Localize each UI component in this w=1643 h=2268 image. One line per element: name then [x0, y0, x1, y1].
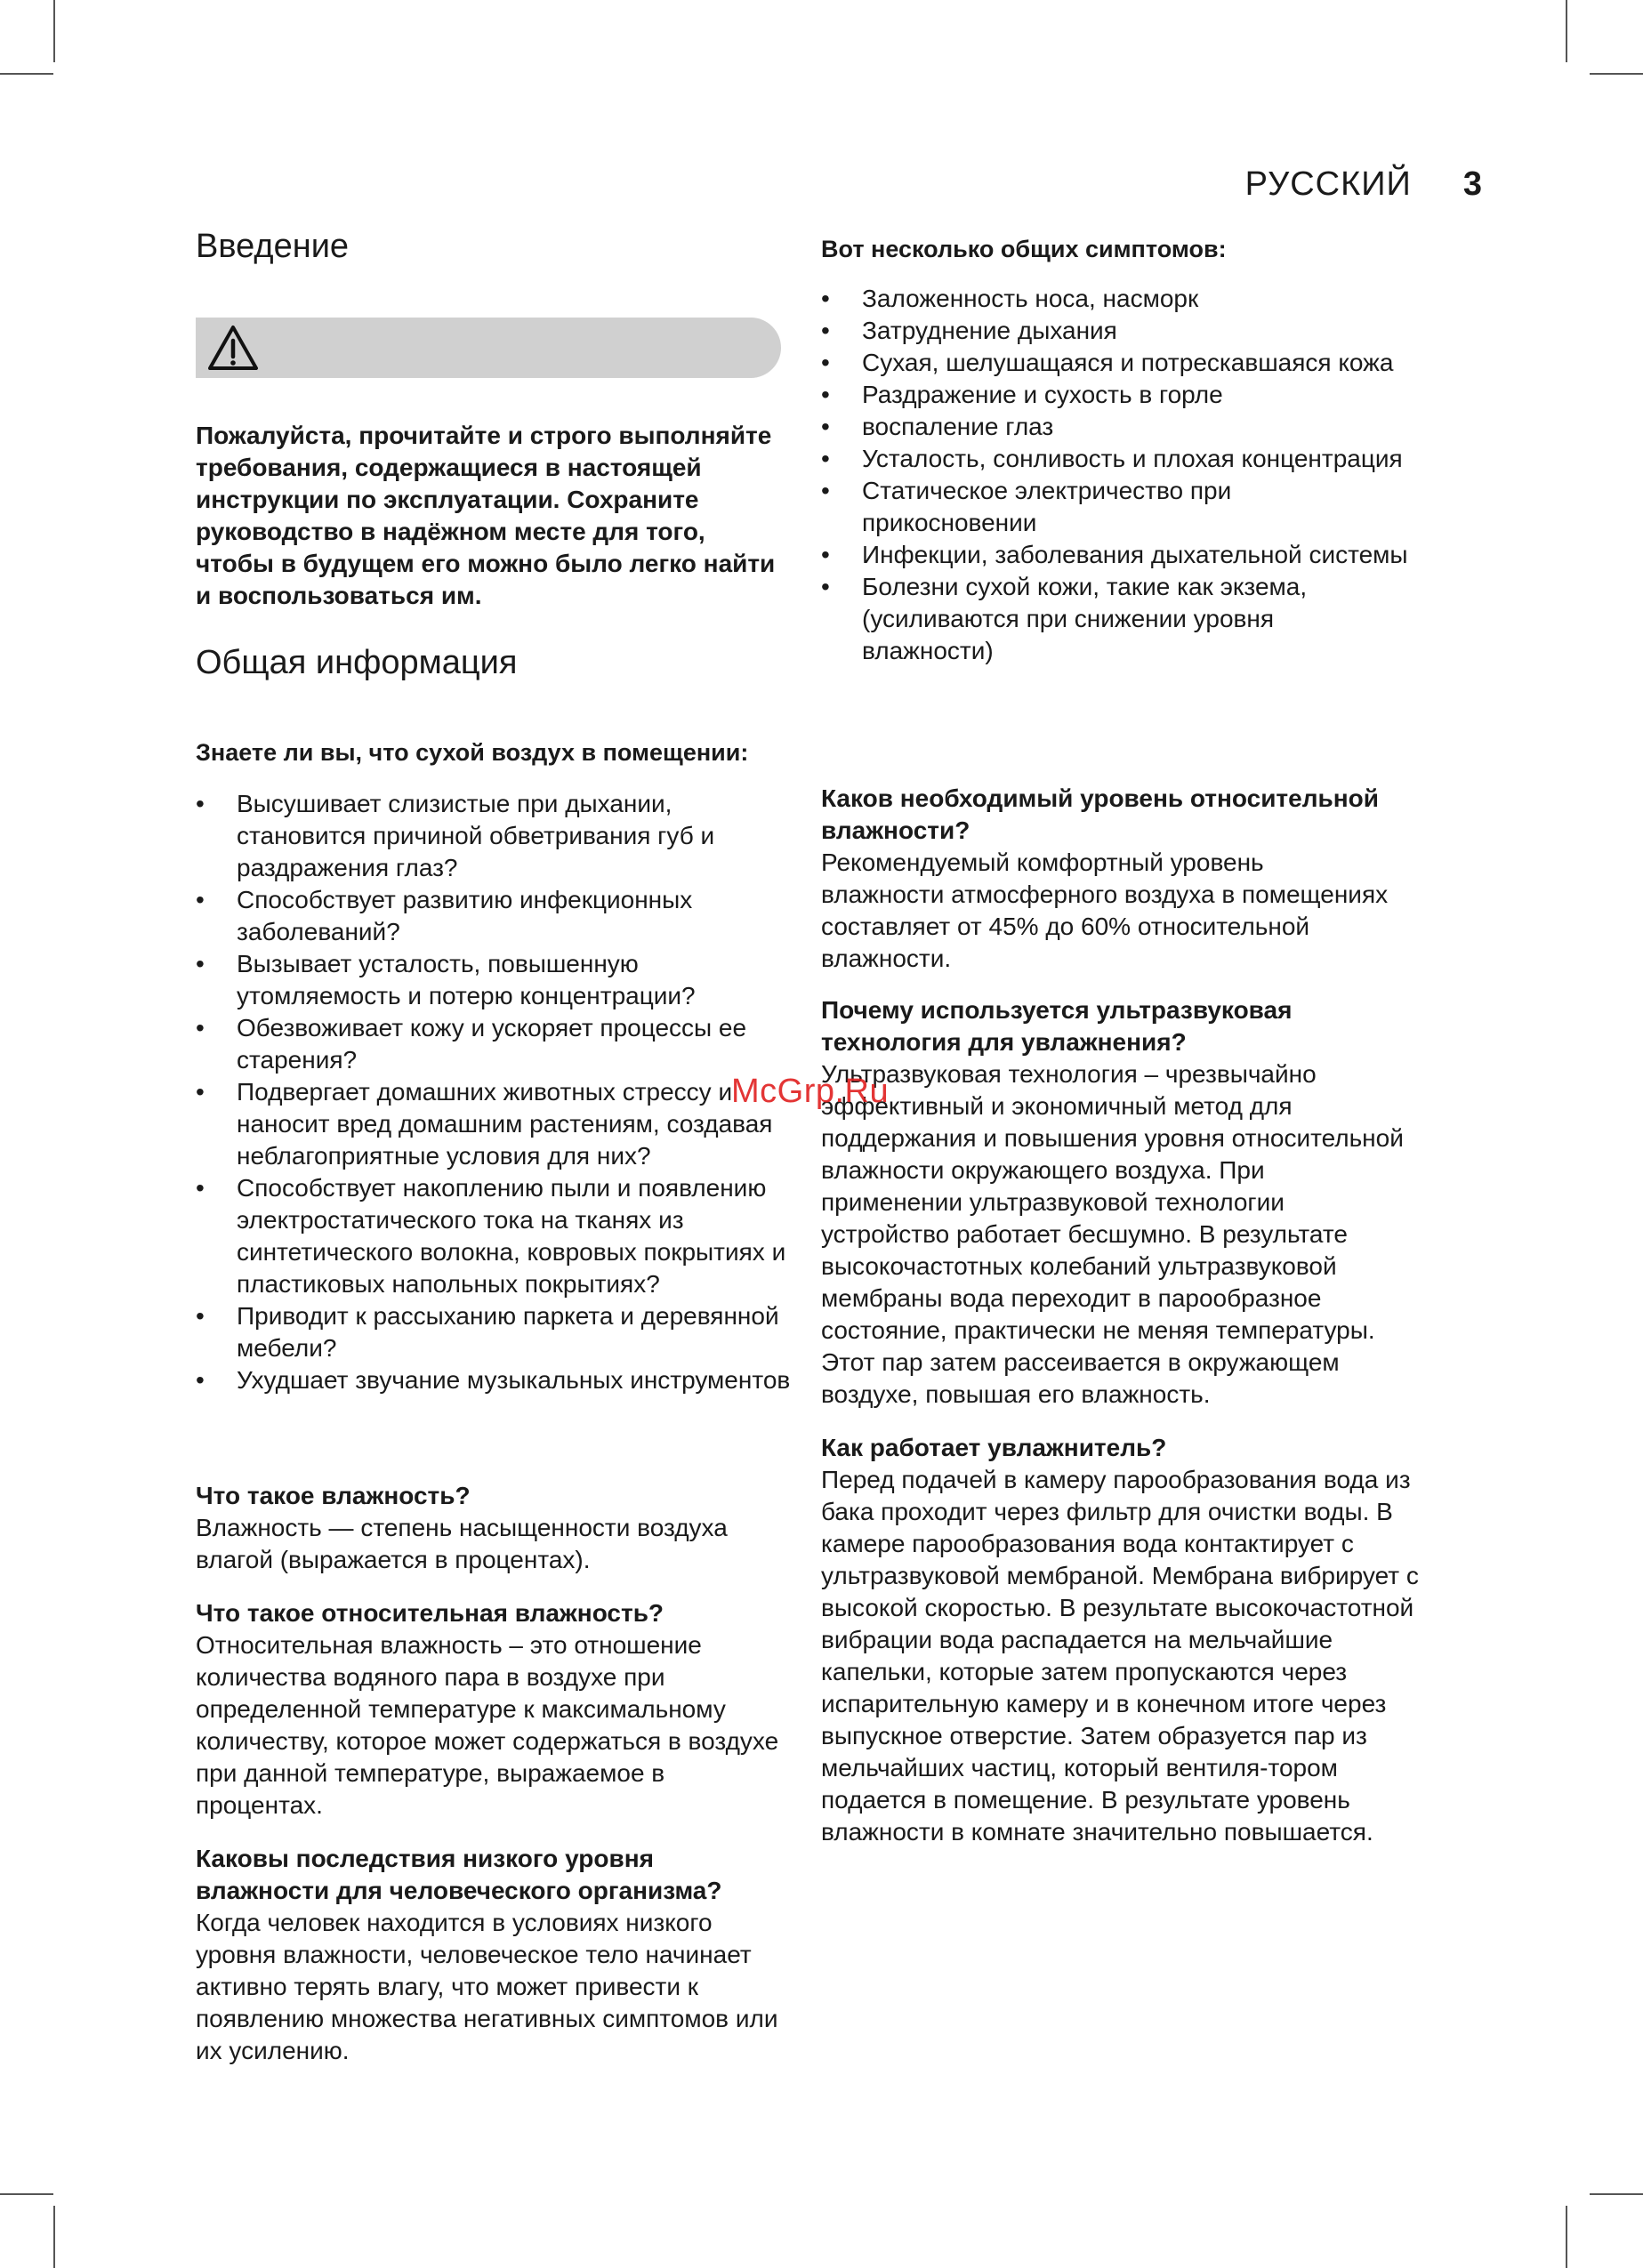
answer: Влажность — степень насыщенности воздуха влагой (выражается в процентах). — [196, 1514, 728, 1573]
page-number: 3 — [1462, 165, 1483, 203]
question: Каковы последствия низкого уровня влажности для человеческого организма? — [196, 1845, 722, 1904]
list-item: • Способствует накоплению пыли и появлению электростатического тока на тканях из синтетического волокна, ковровых покрытиях и пластиковых напольных покрытиях? — [196, 1172, 793, 1300]
crop-mark — [0, 73, 53, 75]
answer: Рекомендуемый комфортный уровень влажности атмосферного воздуха в помещениях составляет от 45% до 60% относительной влажности. — [821, 848, 1389, 972]
list-item: • Усталость, сонливость и плохая концентрация — [821, 443, 1410, 475]
question: Что такое относительная влажность? — [196, 1599, 664, 1627]
dry-air-list — [196, 788, 793, 1396]
qa-humidity — [196, 1480, 783, 1576]
answer: Относительная влажность – это отношение количества водяного пара в воздухе при определенной температуре к максимальному количеству, которое может содержаться в воздухе при данной температуре, выражаемое в процентах. — [196, 1631, 779, 1819]
crop-mark — [1566, 0, 1567, 62]
list-item: • Вызывает усталость, повышенную утомляемость и потерю концентрации? — [196, 948, 793, 1012]
crop-mark — [53, 2206, 55, 2268]
list-item: • Болезни сухой кожи, такие как экзема, (усиливаются при снижении уровня влажности) — [821, 571, 1410, 667]
list-item: • Обезвоживает кожу и ускоряет процессы ее старения? — [196, 1012, 793, 1076]
answer: Ультразвуковая технология – чрезвычайно эффективный и экономичный метод для поддержания и повышения уровня относительной влажности окружающего воздуха. При применении ультразвуковой технологии устройство работает бесшумно. В результате высокочастотных колебаний ультразвуковой мембраны вода переходит в парообразное состояние, практически не меняя температуры. Этот пар затем рассеивается в окружающем воздухе, повышая его влажность. — [821, 1060, 1404, 1408]
qa-relative-humidity — [196, 1597, 793, 1822]
question: Что такое влажность? — [196, 1482, 471, 1509]
language-label: РУССКИЙ — [1244, 165, 1412, 203]
warning-banner — [196, 318, 781, 378]
list-item: • Заложенность носа, насморк — [821, 283, 1410, 315]
list-item: • Высушивает слизистые при дыхании, становится причиной обветривания губ и раздражения глаз? — [196, 788, 793, 884]
question: Почему используется ультразвуковая технология для увлажнения? — [821, 996, 1293, 1056]
warning-triangle-icon — [206, 323, 260, 373]
crop-mark — [1566, 2206, 1567, 2268]
question: Как работает увлажнитель? — [821, 1434, 1167, 1461]
qa-how-it-works — [821, 1432, 1419, 1848]
answer: Когда человек находится в условиях низкого уровня влажности, человеческое тело начинает активно терять влагу, что может привести к появлению множества негативных симптомов или их усилению. — [196, 1909, 778, 2064]
symptoms-lead: Вот несколько общих симптомов: — [821, 236, 1227, 262]
crop-mark — [53, 0, 55, 62]
qa-required-level — [821, 783, 1390, 975]
list-item: • Подвергает домашних животных стрессу и наносит вред домашним растениям, создавая неблагоприятные условия для них? — [196, 1076, 793, 1172]
intro-title: Введение — [196, 228, 350, 265]
list-item: • Статическое электричество при прикосновении — [821, 475, 1410, 539]
qa-ultrasonic — [821, 994, 1408, 1411]
list-item: • Способствует развитию инфекционных заболеваний? — [196, 884, 793, 948]
general-info-title: Общая информация — [196, 644, 518, 681]
list-item: • Ухудшает звучание музыкальных инструментов — [196, 1364, 793, 1396]
list-item: • Сухая, шелушащаяся и потрескавшаяся кожа — [821, 347, 1410, 379]
warning-text: Пожалуйста, прочитайте и строго выполняйте требования, содержащиеся в настоящей инструкции по эксплуатации. Сохраните руководство в надёжном месте для того, чтобы в будущем его можно было легко найти и воспользоваться им. — [196, 422, 776, 609]
question: Каков необходимый уровень относительной влажности? — [821, 784, 1379, 844]
page-header — [1245, 165, 1483, 204]
answer: Перед подачей в камеру парообразования вода из бака проходит через фильтр для очистки воды. В камере парообразования вода контактирует с ультразвуковой мембраной. Мембрана вибрирует с высокой скоростью. В результате высокочастотной вибрации вода распадается на мельчайшие капельки, которые затем пропускаются через испарительную камеру и в конечном итоге через выпускное отверстие. Затем образуется пар из мельчайших частиц, который вентиля-тором подается в помещение. В результате уровень влажности в комнате значительно повышается. — [821, 1466, 1419, 1846]
list-item: • Инфекции, заболевания дыхательной системы — [821, 539, 1410, 571]
crop-mark — [1590, 2193, 1643, 2195]
crop-mark — [1590, 73, 1643, 75]
list-item: • Раздражение и сухость в горле — [821, 379, 1410, 411]
crop-mark — [0, 2193, 53, 2195]
list-item: • Приводит к рассыханию паркета и деревянной мебели? — [196, 1300, 793, 1364]
watermark: McGrp.Ru — [731, 1073, 890, 1110]
list-item: • воспаление глаз — [821, 411, 1410, 443]
qa-low-humidity-effects — [196, 1843, 793, 2067]
list-item: • Затруднение дыхания — [821, 315, 1410, 347]
symptoms-list — [821, 283, 1410, 667]
dry-air-lead: Знаете ли вы, что сухой воздух в помещении: — [196, 739, 749, 766]
